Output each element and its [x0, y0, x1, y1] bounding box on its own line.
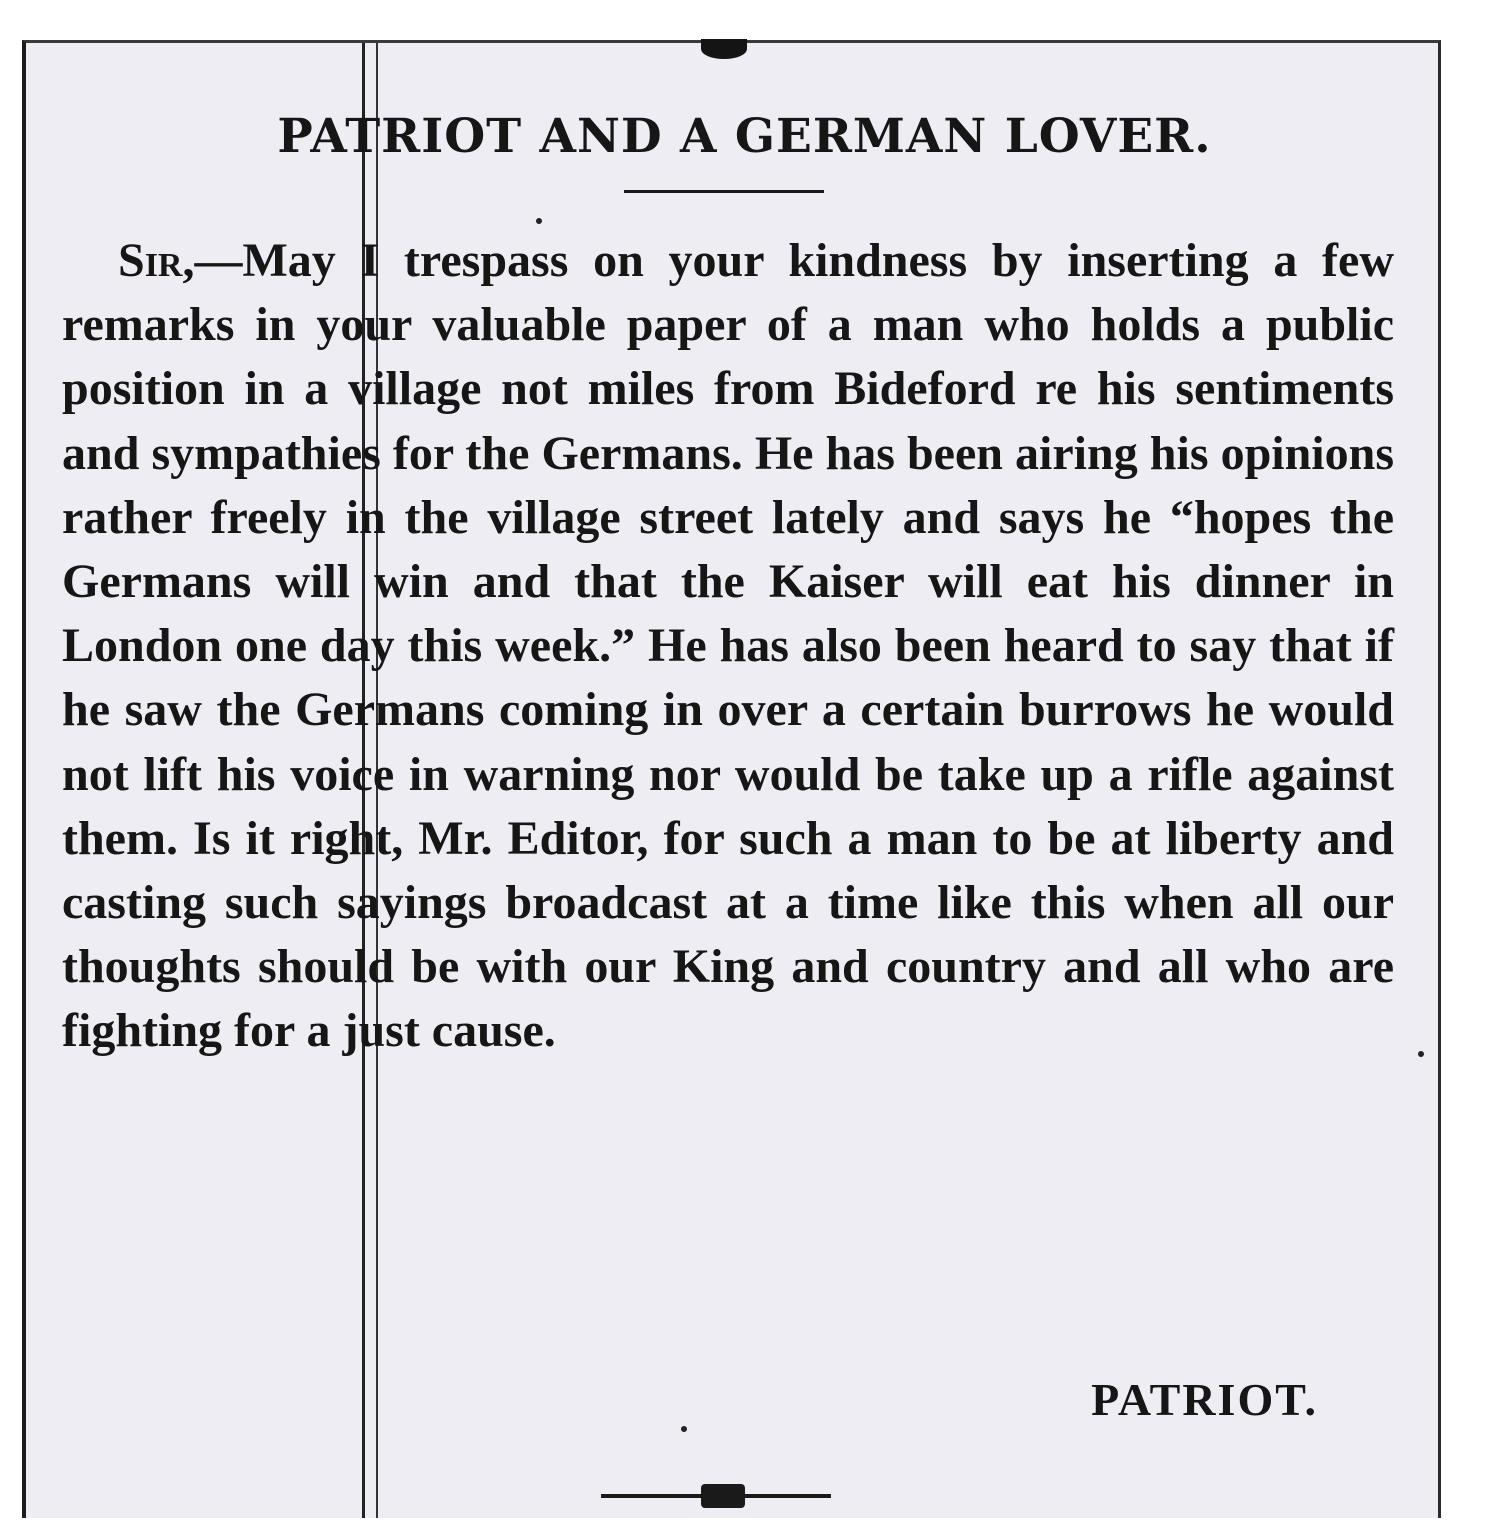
newspaper-clipping	[22, 40, 1441, 1518]
letter-text: —May I trespass on your kindness by inserting a few remarks in your valuable paper of a man who holds a public position in a village not miles from Bideford re his sentiments and sympathies for the Germans. He has been airing his opinions rather freely in the village street lately and says he “hopes the Germans will win and that the Kaiser will eat his dinner in London one day this week.” He has also been heard to say that if he saw the Germans coming in over a certain burrows he would not lift his voice in warning nor would be take up a rifle against them. Is it right, Mr. Editor, for such a man to be at liberty and casting such sayings broadcast at a time like this when all our thoughts should be with our King and country and all who are fighting for a just cause.	[62, 234, 1394, 1058]
letter-greeting: Sir,	[118, 234, 195, 287]
headline-rule	[624, 190, 824, 193]
top-ornament	[701, 39, 747, 59]
letter-body	[62, 229, 1394, 1064]
ink-speck	[681, 1426, 687, 1432]
headline: PATRIOT AND A GERMAN LOVER.	[277, 109, 1212, 164]
bottom-ornament	[701, 1484, 745, 1508]
ink-speck	[1418, 1051, 1424, 1057]
signature: PATRIOT.	[1091, 1374, 1318, 1425]
ink-speck	[536, 218, 542, 224]
